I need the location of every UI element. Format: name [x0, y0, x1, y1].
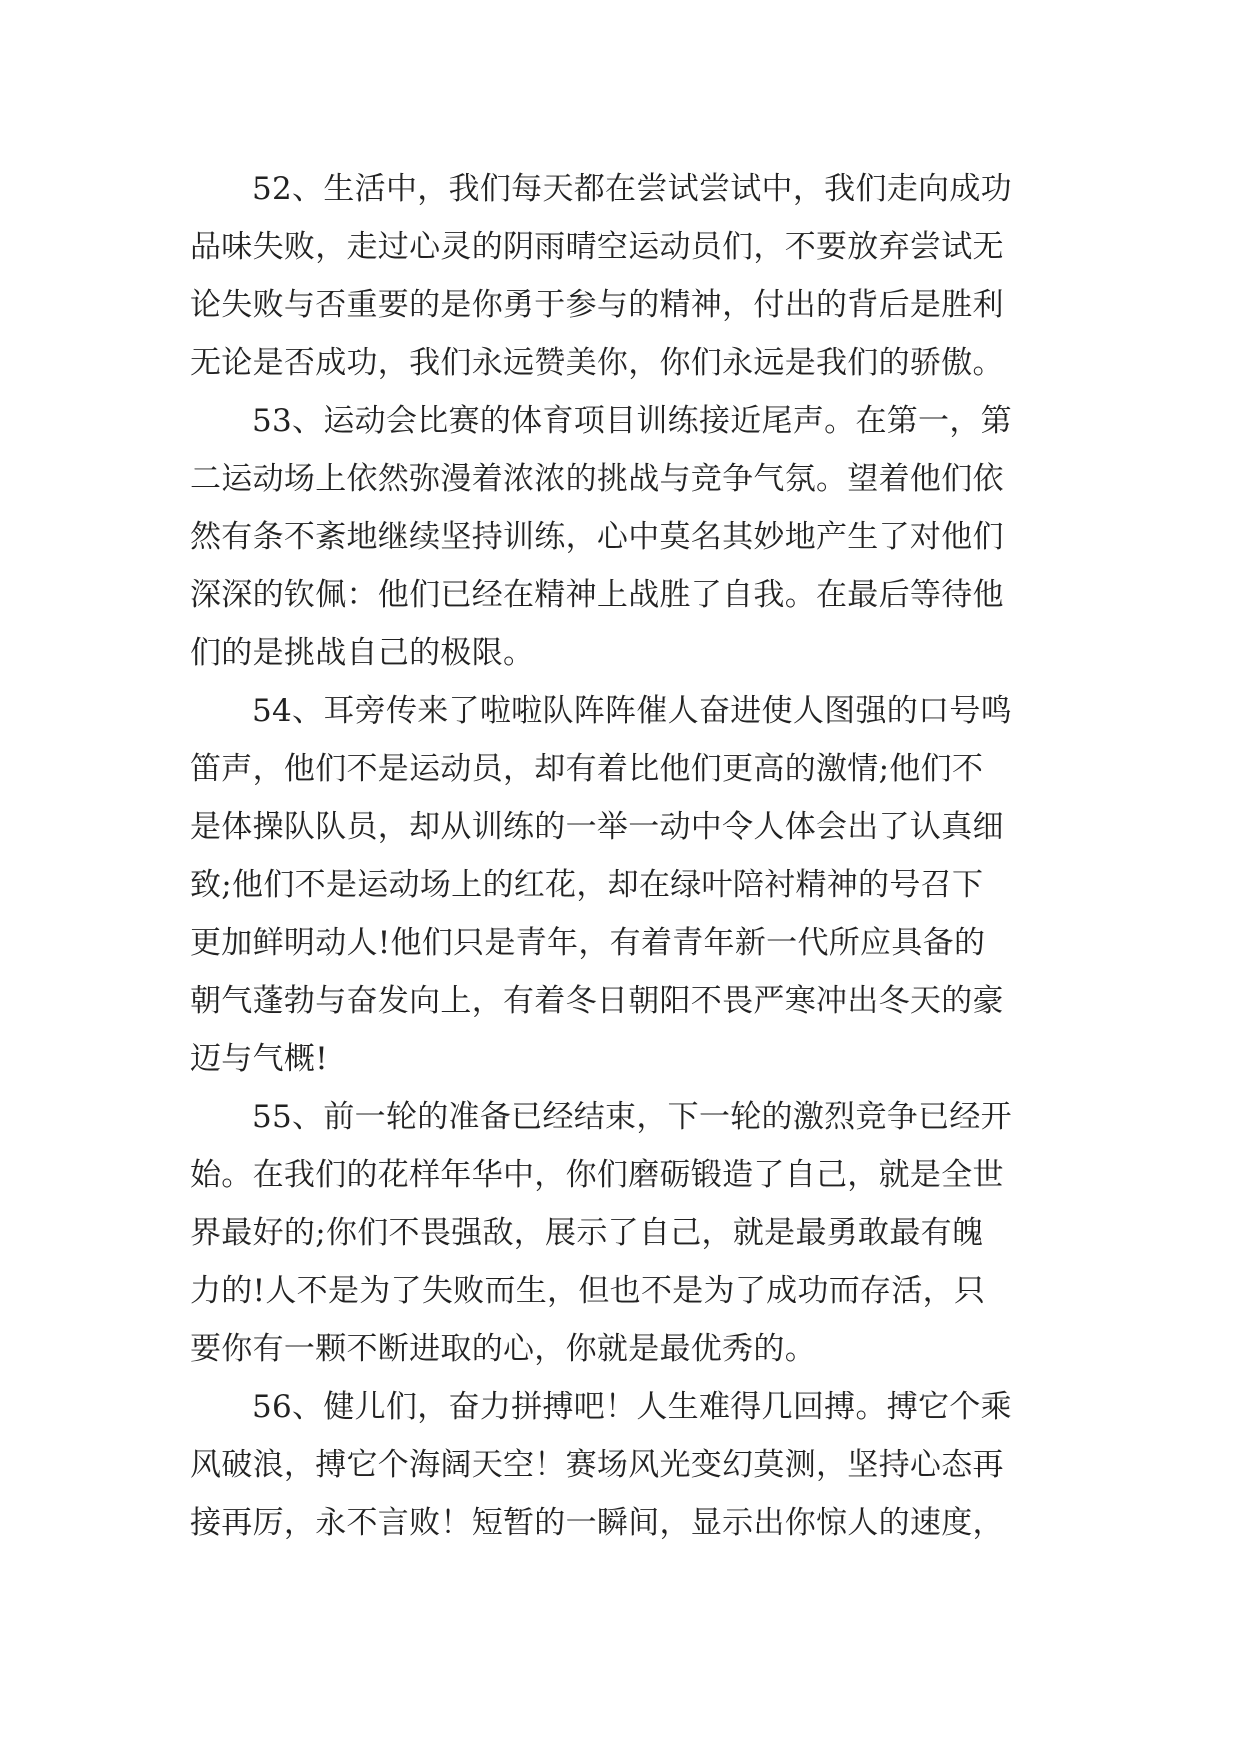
text-line: 56、健儿们，奋力拼搏吧！人生难得几回搏。搏它个乘 [252, 1389, 1012, 1425]
text-line: 深深的钦佩：他们已经在精神上战胜了自我。在最后等待他 [190, 577, 1004, 613]
text-line: 品味失败，走过心灵的阴雨晴空运动员们，不要放弃尝试无 [190, 229, 1004, 265]
text-line: 52、生活中，我们每天都在尝试尝试中，我们走向成功 [252, 171, 1012, 207]
text-line: 接再厉，永不言败！短暂的一瞬间，显示出你惊人的速度， [190, 1505, 1004, 1541]
text-line: 致;他们不是运动场上的红花，却在绿叶陪衬精神的号召下 [190, 867, 984, 903]
text-line: 无论是否成功，我们永远赞美你，你们永远是我们的骄傲。 [190, 345, 1004, 381]
text-line: 笛声，他们不是运动员，却有着比他们更高的激情;他们不 [190, 751, 984, 787]
paragraph-54 [190, 682, 1070, 1088]
text-line: 53、运动会比赛的体育项目训练接近尾声。在第一，第 [252, 403, 1012, 439]
text-line: 力的!人不是为了失败而生，但也不是为了成功而存活，只 [190, 1273, 986, 1309]
text-line: 迈与气概! [190, 1041, 328, 1077]
text-line: 始。在我们的花样年华中，你们磨砺锻造了自己，就是全世 [190, 1157, 1004, 1193]
text-line: 朝气蓬勃与奋发向上，有着冬日朝阳不畏严寒冲出冬天的豪 [190, 983, 1004, 1019]
text-line: 然有条不紊地继续坚持训练，心中莫名其妙地产生了对他们 [190, 519, 1004, 555]
paragraph-53 [190, 392, 1070, 682]
paragraph-52 [190, 160, 1070, 392]
text-line: 更加鲜明动人!他们只是青年，有着青年新一代所应具备的 [190, 925, 986, 961]
text-line: 是体操队队员，却从训练的一举一动中令人体会出了认真细 [190, 809, 1004, 845]
text-line: 界最好的;你们不畏强敌，展示了自己，就是最勇敢最有魄 [190, 1215, 984, 1251]
text-line: 论失败与否重要的是你勇于参与的精神，付出的背后是胜利 [190, 287, 1004, 323]
text-line: 们的是挑战自己的极限。 [190, 635, 535, 671]
document-body [190, 160, 1070, 1552]
paragraph-56 [190, 1378, 1070, 1552]
text-line: 55、前一轮的准备已经结束，下一轮的激烈竞争已经开 [252, 1099, 1012, 1135]
text-line: 二运动场上依然弥漫着浓浓的挑战与竞争气氛。望着他们依 [190, 461, 1004, 497]
paragraph-55 [190, 1088, 1070, 1378]
text-line: 要你有一颗不断进取的心，你就是最优秀的。 [190, 1331, 816, 1367]
text-line: 54、耳旁传来了啦啦队阵阵催人奋进使人图强的口号鸣 [252, 693, 1012, 729]
text-line: 风破浪，搏它个海阔天空！赛场风光变幻莫测，坚持心态再 [190, 1447, 1004, 1483]
